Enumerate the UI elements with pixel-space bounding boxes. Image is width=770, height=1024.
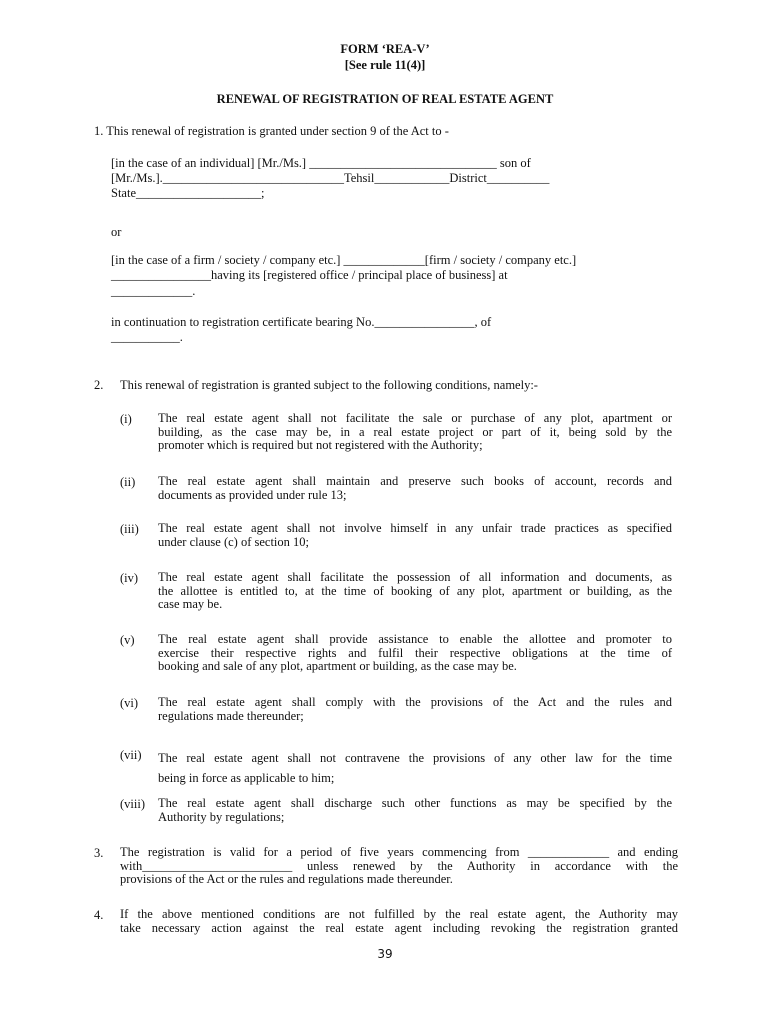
condition-text [158, 797, 672, 824]
continuation-line-2: ___________. [111, 330, 183, 344]
condition-line: promoter which is required but not registered with the Authority; [158, 438, 483, 453]
condition-line: regulations made thereunder; [158, 708, 304, 723]
condition-line: booking and sale of any plot, apartment or building, as the case may be. [158, 659, 517, 674]
condition-text [158, 633, 672, 674]
section-3-text [120, 846, 678, 887]
form-title: FORM ‘REA-V’ [340, 42, 430, 56]
condition-line: The real estate agent shall discharge such other functions as may be specified by the [158, 796, 672, 810]
condition-line: documents as provided under rule 13; [158, 487, 347, 502]
firm-line-1: [in the case of a firm / society / company etc.] _____________[firm / society / company etc.] [111, 253, 577, 267]
section-3-line: provisions of the Act or the rules and regulations made thereunder. [120, 872, 453, 887]
condition-number: (iii) [120, 522, 139, 536]
firm-line-3: _____________. [111, 284, 196, 298]
section-4-line: take necessary action against the real estate agent including revoking the registration granted [120, 920, 678, 935]
section-3-number: 3. [94, 846, 104, 860]
condition-line: The real estate agent shall not contravene the provisions of any other law for the time [158, 751, 672, 765]
condition-number: (vii) [120, 748, 142, 762]
section-4-number: 4. [94, 908, 104, 922]
condition-text [158, 475, 672, 502]
condition-line: building, as the case may be, in a real estate project or part of it, being sold by the [158, 424, 672, 439]
section-2-number: 2. [94, 378, 104, 392]
condition-line: the allottee is entitled to, at the time of booking of any plot, apartment or building, as the [158, 583, 672, 598]
page-number: 39 [377, 947, 393, 961]
condition-text [158, 522, 672, 549]
condition-line: The real estate agent shall not facilitate the sale or purchase of any plot, apartment or [158, 411, 672, 425]
condition-number: (vi) [120, 696, 139, 710]
condition-line: under clause (c) of section 10; [158, 534, 309, 549]
condition-line: The real estate agent shall maintain and preserve such books of account, records and [158, 474, 672, 488]
section-1-intro: 1. This renewal of registration is granted under section 9 of the Act to - [94, 124, 449, 138]
individual-line-3: State____________________; [111, 186, 265, 200]
condition-line: being in force as applicable to him; [158, 771, 335, 785]
condition-number: (ii) [120, 475, 136, 489]
section-4-line: If the above mentioned conditions are not fulfilled by the real estate agent, the Authority may [120, 907, 678, 921]
condition-number: (i) [120, 412, 132, 426]
or-text: or [111, 225, 122, 239]
individual-line-2: [Mr./Ms.]._____________________________Tehsil____________District__________ [111, 171, 550, 185]
condition-text [158, 412, 672, 453]
section-2-intro: This renewal of registration is granted subject to the following conditions, namely:- [120, 378, 538, 392]
continuation-line-1: in continuation to registration certificate bearing No.________________, of [111, 315, 492, 329]
section-4-text [120, 908, 678, 935]
condition-text [158, 571, 672, 612]
condition-line: The real estate agent shall provide assistance to enable the allottee and promoter to [158, 632, 672, 646]
condition-line: The real estate agent shall not involve himself in any unfair trade practices as specified [158, 521, 672, 535]
condition-line: The real estate agent shall comply with the provisions of the Act and the rules and [158, 695, 672, 709]
condition-number: (iv) [120, 571, 139, 585]
condition-line: exercise their respective rights and fulfil their respective obligations at the time of [158, 645, 672, 660]
firm-line-2: ________________having its [registered office / principal place of business] at [111, 268, 508, 282]
individual-line-1: [in the case of an individual] [Mr./Ms.] ______________________________ son of [111, 156, 531, 170]
page-heading: RENEWAL OF REGISTRATION OF REAL ESTATE AGENT [216, 92, 554, 106]
condition-line: case may be. [158, 597, 223, 612]
condition-line: The real estate agent shall facilitate the possession of all information and documents, as [158, 570, 672, 584]
section-3-line: with________________________ unless renewed by the Authority in accordance with the [120, 858, 678, 873]
condition-text [158, 748, 672, 788]
section-3-line: The registration is valid for a period of five years commencing from _____________ and ending [120, 845, 678, 859]
condition-number: (v) [120, 633, 135, 647]
condition-text [158, 696, 672, 723]
condition-line: Authority by regulations; [158, 809, 285, 824]
rule-reference: [See rule 11(4)] [344, 58, 426, 72]
condition-number: (viii) [120, 797, 145, 811]
